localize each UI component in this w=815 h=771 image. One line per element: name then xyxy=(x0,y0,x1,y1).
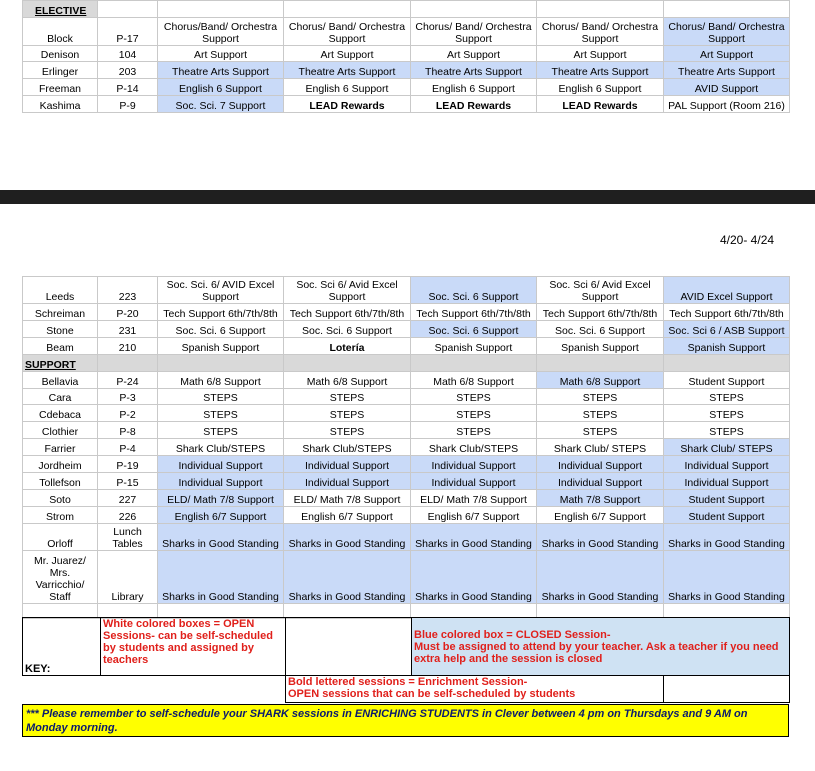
teacher-name: Freeman xyxy=(23,79,98,96)
session-cell: Theatre Arts Support xyxy=(664,62,790,79)
session-cell: Sharks in Good Standing xyxy=(664,551,790,604)
room: 223 xyxy=(98,277,158,304)
room: 104 xyxy=(98,46,158,62)
session-cell: Student Support xyxy=(664,507,790,524)
session-cell: Student Support xyxy=(664,490,790,507)
room: P-14 xyxy=(98,79,158,96)
session-cell: Art Support xyxy=(158,46,284,62)
session-cell: Theatre Arts Support xyxy=(411,62,537,79)
session-cell: English 6 Support xyxy=(158,79,284,96)
session-cell: Chorus/ Band/ Orchestra Support xyxy=(664,18,790,46)
teacher-name: Cara xyxy=(23,389,98,405)
session-cell: English 6 Support xyxy=(411,79,537,96)
session-cell: Art Support xyxy=(411,46,537,62)
session-cell: English 6/7 Support xyxy=(537,507,664,524)
session-cell: Shark Club/STEPS xyxy=(284,439,411,456)
teacher-name: Bellavia xyxy=(23,372,98,389)
session-cell: STEPS xyxy=(664,389,790,405)
session-cell: Spanish Support xyxy=(664,338,790,355)
session-cell: Individual Support xyxy=(411,456,537,473)
room: P-19 xyxy=(98,456,158,473)
session-cell: Tech Support 6th/7th/8th xyxy=(664,304,790,321)
key-legend xyxy=(22,617,790,703)
teacher-name: Block xyxy=(23,18,98,46)
session-cell: ELD/ Math 7/8 Support xyxy=(411,490,537,507)
session-cell: Soc. Sci 6/ Avid Excel Support xyxy=(537,277,664,304)
session-cell: STEPS xyxy=(664,422,790,439)
session-cell: Sharks in Good Standing xyxy=(284,524,411,551)
session-cell: Student Support xyxy=(664,372,790,389)
session-cell: Shark Club/ STEPS xyxy=(537,439,664,456)
key-enrichment-session xyxy=(286,676,664,703)
session-cell: Individual Support xyxy=(411,473,537,490)
session-cell: LEAD Rewards xyxy=(284,96,411,113)
session-cell: Individual Support xyxy=(158,473,284,490)
teacher-name: Erlinger xyxy=(23,62,98,79)
session-cell: Tech Support 6th/7th/8th xyxy=(411,304,537,321)
session-cell: Sharks in Good Standing xyxy=(158,524,284,551)
session-cell: AVID Support xyxy=(664,79,790,96)
session-cell: Individual Support xyxy=(284,456,411,473)
room: P-3 xyxy=(98,389,158,405)
session-cell: English 6/7 Support xyxy=(158,507,284,524)
teacher-name: Kashima xyxy=(23,96,98,113)
session-cell: Soc. Sci. 6 Support xyxy=(537,321,664,338)
session-cell: Theatre Arts Support xyxy=(537,62,664,79)
room: 226 xyxy=(98,507,158,524)
session-cell: LEAD Rewards xyxy=(537,96,664,113)
session-cell: STEPS xyxy=(411,389,537,405)
key-closed-title: Blue colored box = CLOSED Session- xyxy=(414,628,611,641)
session-cell: Individual Support xyxy=(537,473,664,490)
elective-schedule-table xyxy=(22,0,790,113)
teacher-name: Mr. Juarez/ Mrs. Varricchio/ Staff xyxy=(23,551,98,604)
session-cell: Soc. Sci. 6/ AVID Excel Support xyxy=(158,277,284,304)
session-cell: Sharks in Good Standing xyxy=(664,524,790,551)
teacher-name: Clothier xyxy=(23,422,98,439)
room: 203 xyxy=(98,62,158,79)
elective-header: ELECTIVE xyxy=(23,1,98,18)
session-cell: STEPS xyxy=(284,389,411,405)
session-cell: Shark Club/ STEPS xyxy=(664,439,790,456)
room: Lunch Tables xyxy=(98,524,158,551)
session-cell: STEPS xyxy=(284,422,411,439)
room: 231 xyxy=(98,321,158,338)
session-cell: English 6 Support xyxy=(537,79,664,96)
session-cell: English 6/7 Support xyxy=(284,507,411,524)
session-cell: AVID Excel Support xyxy=(664,277,790,304)
session-cell: STEPS xyxy=(284,405,411,422)
teacher-name: Tollefson xyxy=(23,473,98,490)
session-cell: Theatre Arts Support xyxy=(158,62,284,79)
session-cell: Individual Support xyxy=(664,456,790,473)
session-cell: STEPS xyxy=(411,422,537,439)
session-cell: Spanish Support xyxy=(158,338,284,355)
session-cell: Chorus/Band/ Orchestra Support xyxy=(158,18,284,46)
session-cell: Art Support xyxy=(284,46,411,62)
room: P-8 xyxy=(98,422,158,439)
session-cell: Soc. Sci. 6 Support xyxy=(284,321,411,338)
room: P-4 xyxy=(98,439,158,456)
session-cell: English 6/7 Support xyxy=(411,507,537,524)
key-closed-desc: Must be assigned to attend by your teacher. Ask a teacher if you need extra help and the session is closed xyxy=(414,640,779,665)
key-open-session: White colored boxes = OPEN Sessions- can be self-scheduled by students and assigned by teachers xyxy=(101,618,286,676)
session-cell: English 6 Support xyxy=(284,79,411,96)
session-cell: PAL Support (Room 216) xyxy=(664,96,790,113)
session-cell: Soc. Sci 6/ Avid Excel Support xyxy=(284,277,411,304)
reminder-banner: *** Please remember to self-schedule your SHARK sessions in ENRICHING STUDENTS in Clever between 4 pm on Thursdays and 9 AM on Monday morning. xyxy=(22,704,789,737)
room: P-15 xyxy=(98,473,158,490)
room: P-17 xyxy=(98,18,158,46)
session-cell: Shark Club/STEPS xyxy=(411,439,537,456)
session-cell: Spanish Support xyxy=(411,338,537,355)
session-cell: Sharks in Good Standing xyxy=(537,524,664,551)
teacher-name: Farrier xyxy=(23,439,98,456)
session-cell: ELD/ Math 7/8 Support xyxy=(284,490,411,507)
session-cell: Math 6/8 Support xyxy=(411,372,537,389)
room: P-2 xyxy=(98,405,158,422)
session-cell: Art Support xyxy=(537,46,664,62)
room: P-20 xyxy=(98,304,158,321)
room: Library xyxy=(98,551,158,604)
session-cell: Soc. Sci. 6 Support xyxy=(158,321,284,338)
session-cell: Sharks in Good Standing xyxy=(284,551,411,604)
session-cell: Tech Support 6th/7th/8th xyxy=(158,304,284,321)
teacher-name: Denison xyxy=(23,46,98,62)
session-cell: STEPS xyxy=(158,405,284,422)
session-cell: Individual Support xyxy=(537,456,664,473)
session-cell: STEPS xyxy=(537,389,664,405)
session-cell: Math 6/8 Support xyxy=(158,372,284,389)
teacher-name: Schreiman xyxy=(23,304,98,321)
room: P-9 xyxy=(98,96,158,113)
key-closed-session xyxy=(412,618,790,676)
session-cell: Individual Support xyxy=(284,473,411,490)
room: 210 xyxy=(98,338,158,355)
session-cell: Sharks in Good Standing xyxy=(411,524,537,551)
key-enrichment-title: Bold lettered sessions = Enrichment Session- xyxy=(288,676,528,688)
session-cell: STEPS xyxy=(537,422,664,439)
session-cell: Tech Support 6th/7th/8th xyxy=(537,304,664,321)
session-cell: Soc. Sci. 6 Support xyxy=(411,321,537,338)
support-header: SUPPORT xyxy=(23,355,98,372)
session-cell: Chorus/ Band/ Orchestra Support xyxy=(284,18,411,46)
room: P-24 xyxy=(98,372,158,389)
session-cell: Theatre Arts Support xyxy=(284,62,411,79)
session-cell: Math 7/8 Support xyxy=(537,490,664,507)
teacher-name: Beam xyxy=(23,338,98,355)
session-cell: LEAD Rewards xyxy=(411,96,537,113)
date-range: 4/20- 4/24 xyxy=(720,233,775,247)
session-cell: Individual Support xyxy=(158,456,284,473)
session-cell: Soc. Sci. 6 Support xyxy=(411,277,537,304)
teacher-name: Leeds xyxy=(23,277,98,304)
session-cell: Math 6/8 Support xyxy=(284,372,411,389)
key-label: KEY: xyxy=(23,618,101,676)
session-cell: STEPS xyxy=(537,405,664,422)
session-cell: ELD/ Math 7/8 Support xyxy=(158,490,284,507)
session-cell: Sharks in Good Standing xyxy=(411,551,537,604)
teacher-name: Jordheim xyxy=(23,456,98,473)
session-cell: Tech Support 6th/7th/8th xyxy=(284,304,411,321)
session-cell: Chorus/ Band/ Orchestra Support xyxy=(411,18,537,46)
session-cell: STEPS xyxy=(158,422,284,439)
session-cell: STEPS xyxy=(411,405,537,422)
key-enrichment-desc: OPEN sessions that can be self-scheduled by students xyxy=(288,688,576,700)
session-cell: Soc. Sci 6 / ASB Support xyxy=(664,321,790,338)
session-cell: Sharks in Good Standing xyxy=(158,551,284,604)
teacher-name: Stone xyxy=(23,321,98,338)
room: 227 xyxy=(98,490,158,507)
session-cell: Spanish Support xyxy=(537,338,664,355)
support-schedule-table xyxy=(22,276,790,619)
session-cell: Shark Club/STEPS xyxy=(158,439,284,456)
page-divider xyxy=(0,190,815,204)
session-cell: STEPS xyxy=(158,389,284,405)
teacher-name: Soto xyxy=(23,490,98,507)
session-cell: Lotería xyxy=(284,338,411,355)
session-cell: Individual Support xyxy=(664,473,790,490)
session-cell: Chorus/ Band/ Orchestra Support xyxy=(537,18,664,46)
teacher-name: Orloff xyxy=(23,524,98,551)
teacher-name: Cdebaca xyxy=(23,405,98,422)
session-cell: STEPS xyxy=(664,405,790,422)
session-cell: Soc. Sci. 7 Support xyxy=(158,96,284,113)
session-cell: Math 6/8 Support xyxy=(537,372,664,389)
session-cell: Art Support xyxy=(664,46,790,62)
session-cell: Sharks in Good Standing xyxy=(537,551,664,604)
teacher-name: Strom xyxy=(23,507,98,524)
